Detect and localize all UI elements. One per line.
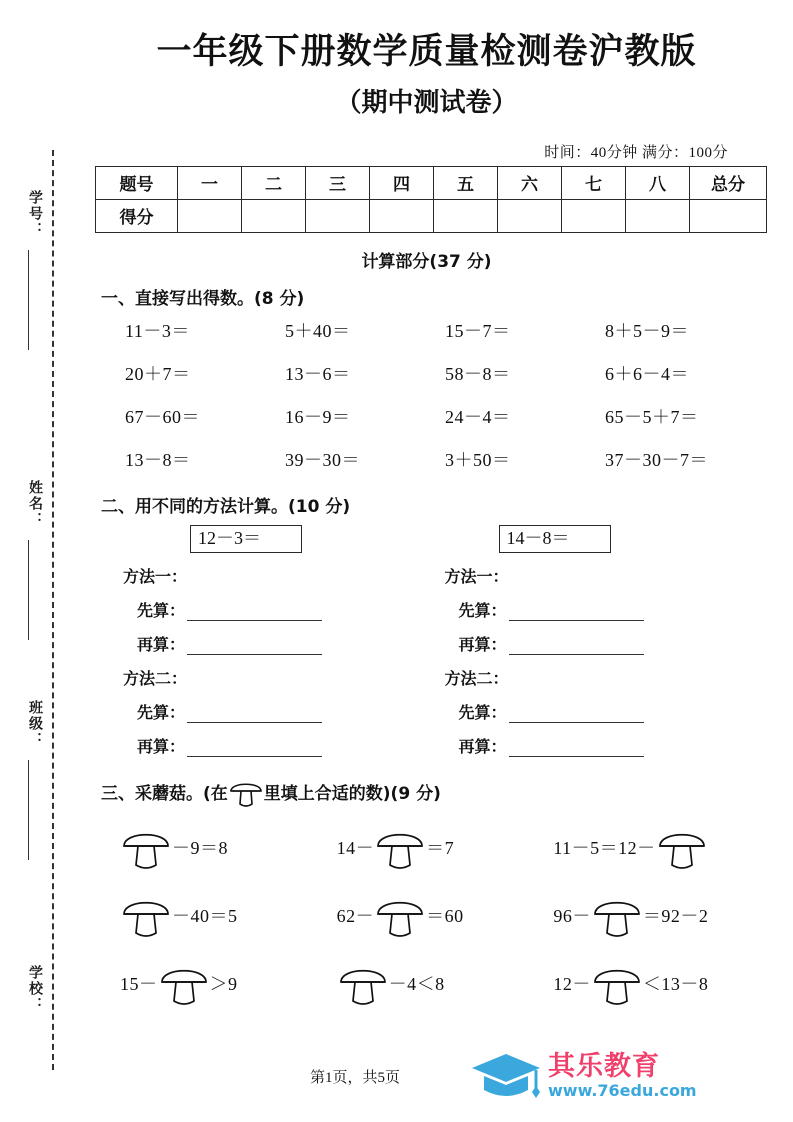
table-row-score [96,199,767,232]
label-first-step: 先算： [458,702,507,722]
page-title: 一年级下册数学质量检测卷沪教版 [156,31,697,72]
logo-name: 其乐教育 [548,1051,661,1082]
method-one-then-right [459,632,759,655]
mushroom-blank-icon[interactable] [120,890,172,942]
problem-text-before: 11－5＝12－ [553,837,656,858]
margin-field-name: 姓名： [27,480,42,528]
column-header-2: 二 [242,166,306,199]
margin-rule-2 [28,540,29,640]
logo-text-block [548,1053,697,1099]
column-header-7: 七 [562,166,626,199]
method-column-left [95,525,427,757]
problem-text-after: －4＜8 [388,973,445,994]
method-two-label-left: 方法二： [123,668,188,688]
mushroom-problem[interactable] [553,887,770,945]
section-3-title-after: 里填上合适的数)(9 分) [263,784,441,805]
mushroom-icon [228,775,264,809]
method-one-label-left: 方法一： [123,566,188,586]
mushroom-problem[interactable] [120,955,337,1013]
method-two-then-left [137,734,427,757]
mushroom-problem[interactable] [553,955,770,1013]
method-column-right [427,525,759,757]
graduation-cap-icon [470,1048,542,1104]
calc-item[interactable]: 15－7＝ [445,320,511,341]
problem-text-before: 14－ [336,837,375,858]
mushroom-blank-icon[interactable] [374,890,426,942]
problem-text-after: －40＝5 [172,905,238,926]
methods-wrapper [95,525,758,757]
score-cell-total[interactable] [690,199,767,232]
equation-box-right[interactable]: 14－8＝ [499,525,611,553]
mushroom-problem[interactable] [337,819,554,877]
mushroom-blank-icon[interactable] [374,822,426,874]
column-header-3: 三 [306,166,370,199]
page-footer [60,1048,793,1104]
exam-meta: 时间：40分钟 满分：100分 [544,144,728,161]
score-cell-5[interactable] [434,199,498,232]
answer-blank[interactable] [187,607,322,621]
calc-item[interactable]: 3＋50＝ [445,449,511,470]
method-one-label-right: 方法一： [444,566,509,586]
page-number: 第1页，共5页 [310,1069,401,1086]
answer-blank[interactable] [187,641,322,655]
calc-item[interactable]: 65－5＋7＝ [605,406,699,427]
section-heading-3 [101,775,758,809]
calc-item[interactable]: 67－60＝ [125,406,200,427]
method-one-first-left [137,598,427,621]
mushroom-blank-icon[interactable] [591,890,643,942]
problem-text-before: 12－ [553,973,591,994]
margin-rule-1 [28,250,29,350]
problem-text-after: ＝92－2 [642,905,709,926]
answer-blank[interactable] [509,641,644,655]
problem-text-after: ＝60 [426,905,464,926]
table-row-header [96,166,767,199]
arithmetic-grid [125,317,765,472]
mushroom-blank-icon[interactable] [158,958,210,1010]
mushroom-blank-icon[interactable] [656,822,708,874]
score-cell-2[interactable] [242,199,306,232]
exam-page [60,0,793,1122]
calc-item[interactable]: 58－8＝ [445,363,511,384]
equation-box-left[interactable]: 12－3＝ [190,525,302,553]
section-1-title: 一、直接写出得数。(8 分) [101,288,305,309]
calc-item[interactable]: 39－30＝ [285,449,360,470]
fold-dashed-line [52,150,54,1070]
calc-item[interactable]: 8＋5－9＝ [605,320,689,341]
score-cell-4[interactable] [370,199,434,232]
column-header-1: 一 [178,166,242,199]
section-heading-2 [101,492,758,517]
answer-blank[interactable] [187,709,322,723]
label-then-step: 再算： [458,634,507,654]
section-heading-1 [101,284,758,309]
problem-text-before: 15－ [120,973,158,994]
answer-blank[interactable] [509,709,644,723]
mushroom-grid [120,819,770,1013]
answer-blank[interactable] [509,607,644,621]
method-two-first-left [137,700,427,723]
calc-item[interactable]: 13－6＝ [285,363,351,384]
calc-item[interactable]: 6＋6－4＝ [605,363,689,384]
mushroom-problem[interactable] [553,819,770,877]
problem-text-before: 96－ [553,905,591,926]
label-first-step: 先算： [137,600,186,620]
margin-rule-3 [28,760,29,860]
mushroom-problem[interactable] [337,887,554,945]
mushroom-problem[interactable] [337,955,554,1013]
problem-text-after: ＝7 [426,837,455,858]
column-header-6: 六 [498,166,562,199]
site-logo [470,1048,697,1104]
mushroom-blank-icon[interactable] [120,822,172,874]
label-then-step: 再算： [458,736,507,756]
label-then-step: 再算： [137,736,186,756]
calc-item[interactable]: 20＋7＝ [125,363,191,384]
margin-field-class: 班级： [27,700,42,748]
calc-item[interactable]: 11－3＝ [125,320,190,341]
calc-item[interactable]: 16－9＝ [285,406,351,427]
score-cell-7[interactable] [562,199,626,232]
score-cell-3[interactable] [306,199,370,232]
score-cell-1[interactable] [178,199,242,232]
mushroom-problem[interactable] [120,819,337,877]
logo-url: www.76edu.com [548,1081,697,1100]
problem-text-after: ＜13－8 [642,973,709,994]
label-first-step: 先算： [458,600,507,620]
mushroom-blank-icon[interactable] [337,958,389,1010]
column-header-8: 八 [626,166,690,199]
method-two-label-right: 方法二： [444,668,509,688]
row-label-question-no: 题号 [96,166,178,199]
row-label-score: 得分 [96,199,178,232]
method-one-first-right [459,598,759,621]
score-cell-6[interactable] [498,199,562,232]
method-two-then-right [459,734,759,757]
page-subtitle: （期中测试卷） [335,87,518,118]
section-2-title: 二、用不同的方法计算。(10 分) [101,496,351,517]
problem-text-after: －9＝8 [172,837,228,858]
calc-item[interactable]: 5＋40＝ [285,320,351,341]
method-one-then-left [137,632,427,655]
mushroom-problem[interactable] [120,887,337,945]
answer-blank[interactable] [509,743,644,757]
part-title-calculation: 计算部分(37 分) [361,251,492,272]
column-header-4: 四 [370,166,434,199]
method-two-first-right [459,700,759,723]
column-header-total: 总分 [690,166,767,199]
label-first-step: 先算： [137,702,186,722]
problem-text-before: 62－ [336,905,375,926]
calc-item[interactable]: 24－4＝ [445,406,511,427]
calc-item[interactable]: 37－30－7＝ [605,449,708,470]
calc-item[interactable]: 13－8＝ [125,449,191,470]
mushroom-blank-icon[interactable] [591,958,643,1010]
margin-field-student-id: 学号： [27,190,42,238]
margin-field-school: 学校： [27,965,42,1013]
column-header-5: 五 [434,166,498,199]
answer-blank[interactable] [187,743,322,757]
score-table [95,166,767,233]
score-cell-8[interactable] [626,199,690,232]
margin-strip [0,0,60,1122]
section-3-title-before: 三、采蘑菇。(在 [101,784,228,805]
problem-text-after: ＞9 [209,973,238,994]
label-then-step: 再算： [137,634,186,654]
